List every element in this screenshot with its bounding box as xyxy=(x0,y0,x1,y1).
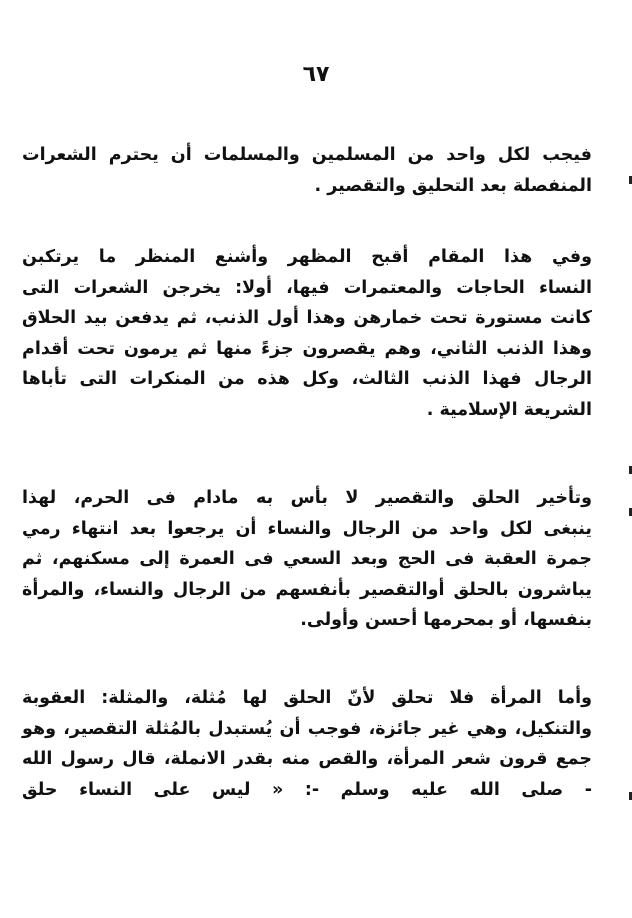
page-number: ٦٧ xyxy=(302,62,330,87)
text-line: النساء الحاجات والمعتمرات فيها، أولا: يخرجن الشعرات التى xyxy=(22,277,592,298)
text-line: جمع قرون شعر المرأة، والقص منه بقدر الانملة، قال رسول الله xyxy=(22,749,592,769)
text-line: الرجال فهذا الذنب الثالث، وكل هذه من المنكرات التى تأباها xyxy=(22,369,592,389)
paragraph-delay-shaving xyxy=(22,483,592,636)
paragraph-women-trimming xyxy=(22,683,592,805)
text-line: فيجب لكل واحد من المسلمين والمسلمات أن يحترم الشعرات xyxy=(22,145,592,165)
text-line: بنفسها، أو بمحرمها أحسن وأولى. xyxy=(300,610,592,630)
text-line: يباشرون بالحلق أوالتقصير بأنفسهم من الرجال والنساء، والمرأة xyxy=(22,579,592,600)
text-line: وأما المرأة فلا تحلق لأنّ الحلق لها مُثلة، والمثلة: العقوبة xyxy=(22,688,592,708)
text-line: وهذا الذنب الثاني، وهم يقصرون جزءً منها ثم يرمون تحت أقدام xyxy=(22,338,592,359)
paragraph-respect-hair xyxy=(22,140,592,201)
text-line: - صلى الله عليه وسلم -: « ليس على النساء حلق xyxy=(22,779,592,800)
text-line: الشريعة الإسلامية . xyxy=(426,399,592,420)
text-line: جمرة العقبة فى الحج وبعد السعي فى العمرة إلى مسكنهم، ثم xyxy=(22,549,592,569)
text-line: كانت مستورة تحت خمارهن وهذا أول الذنب، ثم يدفعن بيد الحلاق xyxy=(22,308,592,328)
text-line: المنفصلة بعد التحليق والتقصير . xyxy=(314,175,592,196)
text-line: وتأخير الحلق والتقصير لا بأس به مادام فى الحرم، لهذا xyxy=(22,488,592,508)
text-line: وفي هذا المقام أقبح المظهر وأشنع المنظر ما يرتكبن xyxy=(22,247,592,267)
text-line: ينبغى لكل واحد من الرجال والنساء أن يرجعوا بعد انتهاء رمي xyxy=(22,518,592,539)
paragraph-women-sins xyxy=(22,242,592,425)
text-line: والتنكيل، وهي غير جائزة، فوجب أن يُستبدل بالمُثلة التقصير، وهو xyxy=(22,718,592,739)
